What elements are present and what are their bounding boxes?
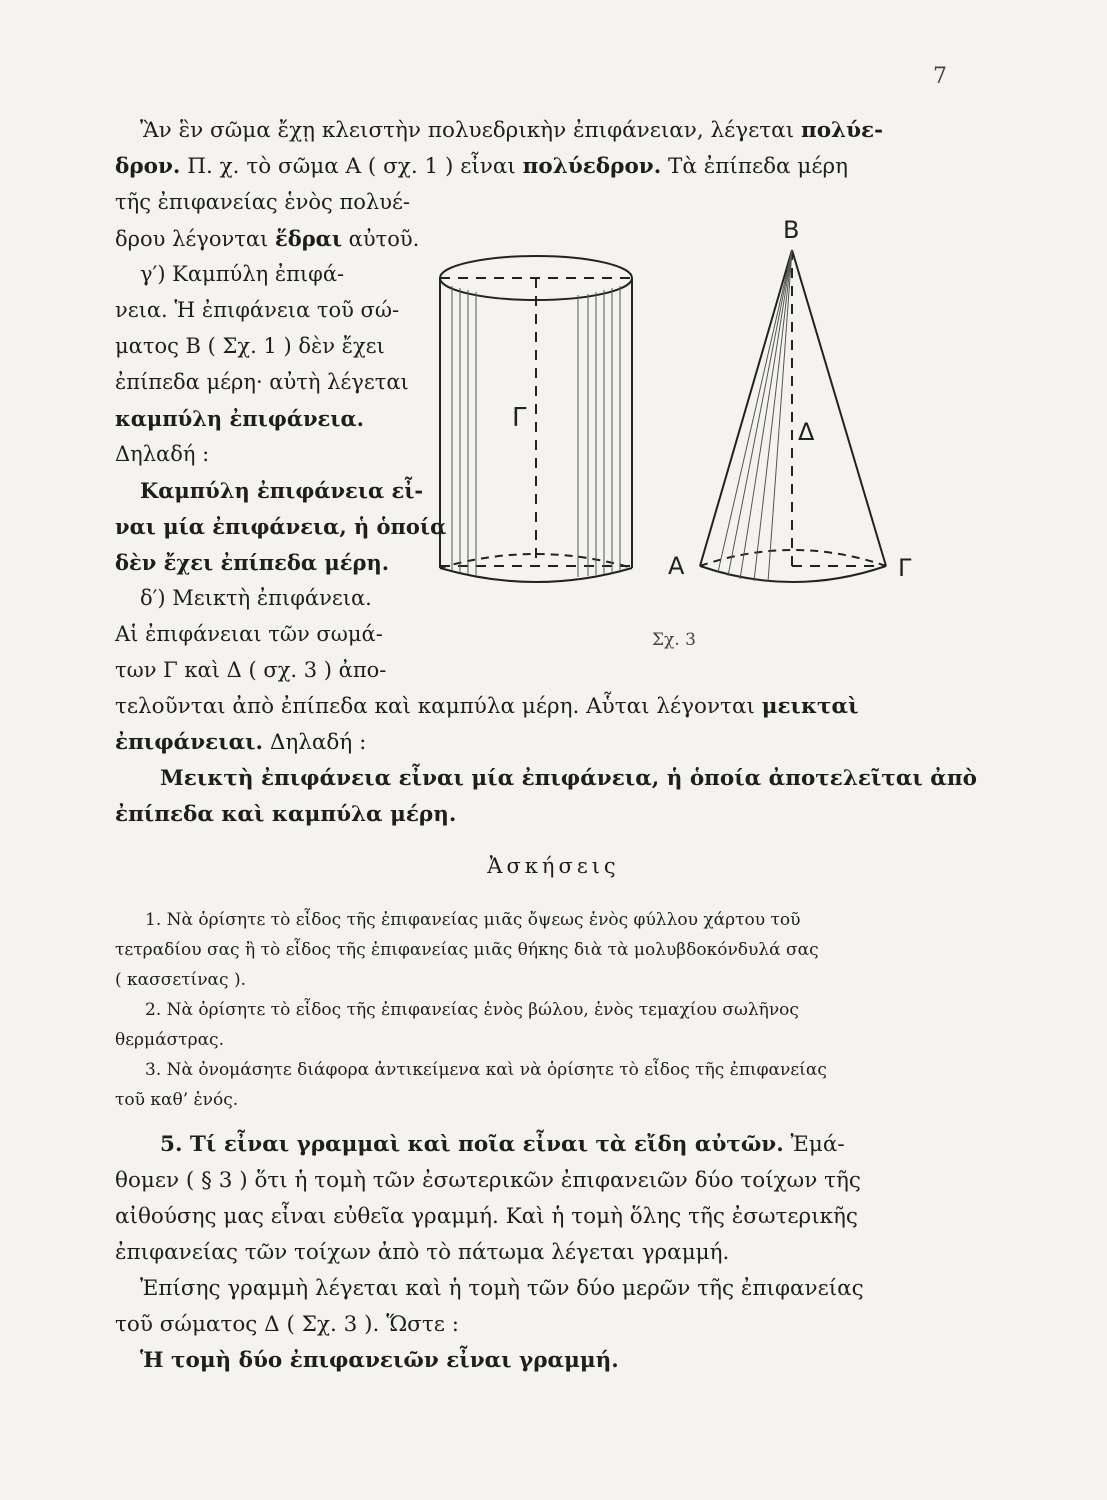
exercise-1-line-1: 1. Νὰ ὁρίσητε τὸ εἶδος τῆς ἐπιφανείας μιᾶς ὄψεως ἑνὸς φύλλου χάρτου τοῦ [145, 910, 801, 930]
exercise-1-line-3: ( κασσετίνας ). [115, 970, 247, 990]
page-number: 7 [933, 64, 947, 89]
cone-base-left-label: Α [668, 552, 685, 580]
gamma-line-1: γ′) Καμπύλη ἐπιφά- [140, 262, 345, 286]
cone-hatching [718, 250, 792, 582]
cylinder-label: Γ [512, 403, 527, 433]
cone-apex-label: Β [783, 216, 800, 244]
gamma-def-line-2: ναι μία ἐπιφάνεια, ἡ ὁποία [115, 514, 447, 539]
exercise-1-line-2: τετραδίου σας ἢ τὸ εἶδος τῆς ἐπιφανείας μιᾶς θήκης διὰ τὰ μολυβδοκόνδυλά σας [115, 940, 819, 960]
cone-right-slant [792, 250, 886, 566]
delta-line-4: τελοῦνται ἀπὸ ἐπίπεδα καὶ καμπύλα μέρη. Αὗται λέγονται μεικταὶ [115, 694, 859, 719]
section-5-line-5: Ἐπίσης γραμμὴ λέγεται καὶ ἡ τομὴ τῶν δύο μερῶν τῆς ἐπιφανείας [140, 1276, 864, 1301]
cone-base-right-label: Γ [898, 554, 912, 582]
section-5-line-2: θομεν ( § 3 ) ὅτι ἡ τομὴ τῶν ἐσωτερικῶν ἐπιφανειῶν δύο τοίχων τῆς [115, 1168, 861, 1193]
p1-line-3: τῆς ἐπιφανείας ἑνὸς πολυέ- [115, 190, 410, 214]
gamma-line-5: καμπύλη ἐπιφάνεια. [115, 406, 364, 431]
delta-line-1: δ′) Μεικτὴ ἐπιφάνεια. [140, 586, 372, 610]
exercises-heading: Ἀσκήσεις [487, 854, 620, 878]
figure-cylinder-cone [428, 200, 928, 670]
section-5-line-3: αἰθούσης μας εἶναι εὐθεῖα γραμμή. Καὶ ἡ τομὴ ὅλης τῆς ἐσωτερικῆς [115, 1204, 858, 1229]
gamma-line-6: Δηλαδή : [115, 442, 210, 466]
gamma-line-4: ἐπίπεδα μέρη· αὐτὴ λέγεται [115, 370, 409, 394]
section-5-line-6: τοῦ σώματος Δ ( Σχ. 3 ). Ὥστε : [115, 1312, 459, 1337]
gamma-line-2: νεια. Ἡ ἐπιφάνεια τοῦ σώ- [115, 298, 400, 322]
gamma-def-line-1: Καμπύλη ἐπιφάνεια εἶ- [140, 478, 424, 503]
section-5-line-1: 5. Τί εἶναι γραμμαὶ καὶ ποῖα εἶναι τὰ εἴδη αὐτῶν. Ἐμά- [160, 1132, 845, 1157]
gamma-def-line-3: δὲν ἔχει ἐπίπεδα μέρη. [115, 550, 390, 575]
delta-def-line-1: Μεικτὴ ἐπιφάνεια εἶναι μία ἐπιφάνεια, ἡ ὁποία ἀποτελεῖται ἀπὸ [160, 766, 977, 791]
p1-line-1: Ἂν ἓν σῶμα ἔχῃ κλειστὴν πολυεδρικὴν ἐπιφάνειαν, λέγεται πολύε- [140, 118, 884, 143]
exercise-3-line-1: 3. Νὰ ὀνομάσητε διάφορα ἀντικείμενα καὶ νὰ ὁρίσητε τὸ εἶδος τῆς ἐπιφανείας [145, 1060, 827, 1080]
section-5-line-4: ἐπιφανείας τῶν τοίχων ἀπὸ τὸ πάτωμα λέγεται γραμμή. [115, 1240, 730, 1265]
exercise-2-line-1: 2. Νὰ ὁρίσητε τὸ εἶδος τῆς ἐπιφανείας ἑνὸς βώλου, ἑνὸς τεμαχίου σωλῆνος [145, 1000, 799, 1020]
cylinder-shape [440, 256, 632, 582]
delta-line-3: των Γ καὶ Δ ( σχ. 3 ) ἀπο- [115, 658, 387, 682]
cylinder-bottom-front [440, 568, 632, 582]
exercise-2-line-2: θερμάστρας. [115, 1030, 224, 1050]
cone-left-slant [700, 250, 792, 566]
delta-line-5: ἐπιφάνειαι. Δηλαδή : [115, 730, 367, 755]
exercise-3-line-2: τοῦ καθ’ ἑνός. [115, 1090, 239, 1110]
cone-shape [700, 250, 886, 582]
p1-line-2: δρον. Π. χ. τὸ σῶμα Α ( σχ. 1 ) εἶναι πολύεδρον. Τὰ ἐπίπεδα μέρη [115, 154, 849, 179]
figure-caption: Σχ. 3 [652, 630, 696, 650]
gamma-line-3: ματος Β ( Σχ. 1 ) δὲν ἔχει [115, 334, 385, 358]
p1-line-4: δρου λέγονται ἕδραι αὐτοῦ. [115, 226, 420, 251]
section-5-definition: Ἡ τομὴ δύο ἐπιφανειῶν εἶναι γραμμή. [140, 1348, 619, 1373]
delta-line-2: Αἱ ἐπιφάνειαι τῶν σωμά- [115, 622, 383, 646]
delta-def-line-2: ἐπίπεδα καὶ καμπύλα μέρη. [115, 802, 457, 827]
cone-label: Δ [798, 418, 815, 446]
